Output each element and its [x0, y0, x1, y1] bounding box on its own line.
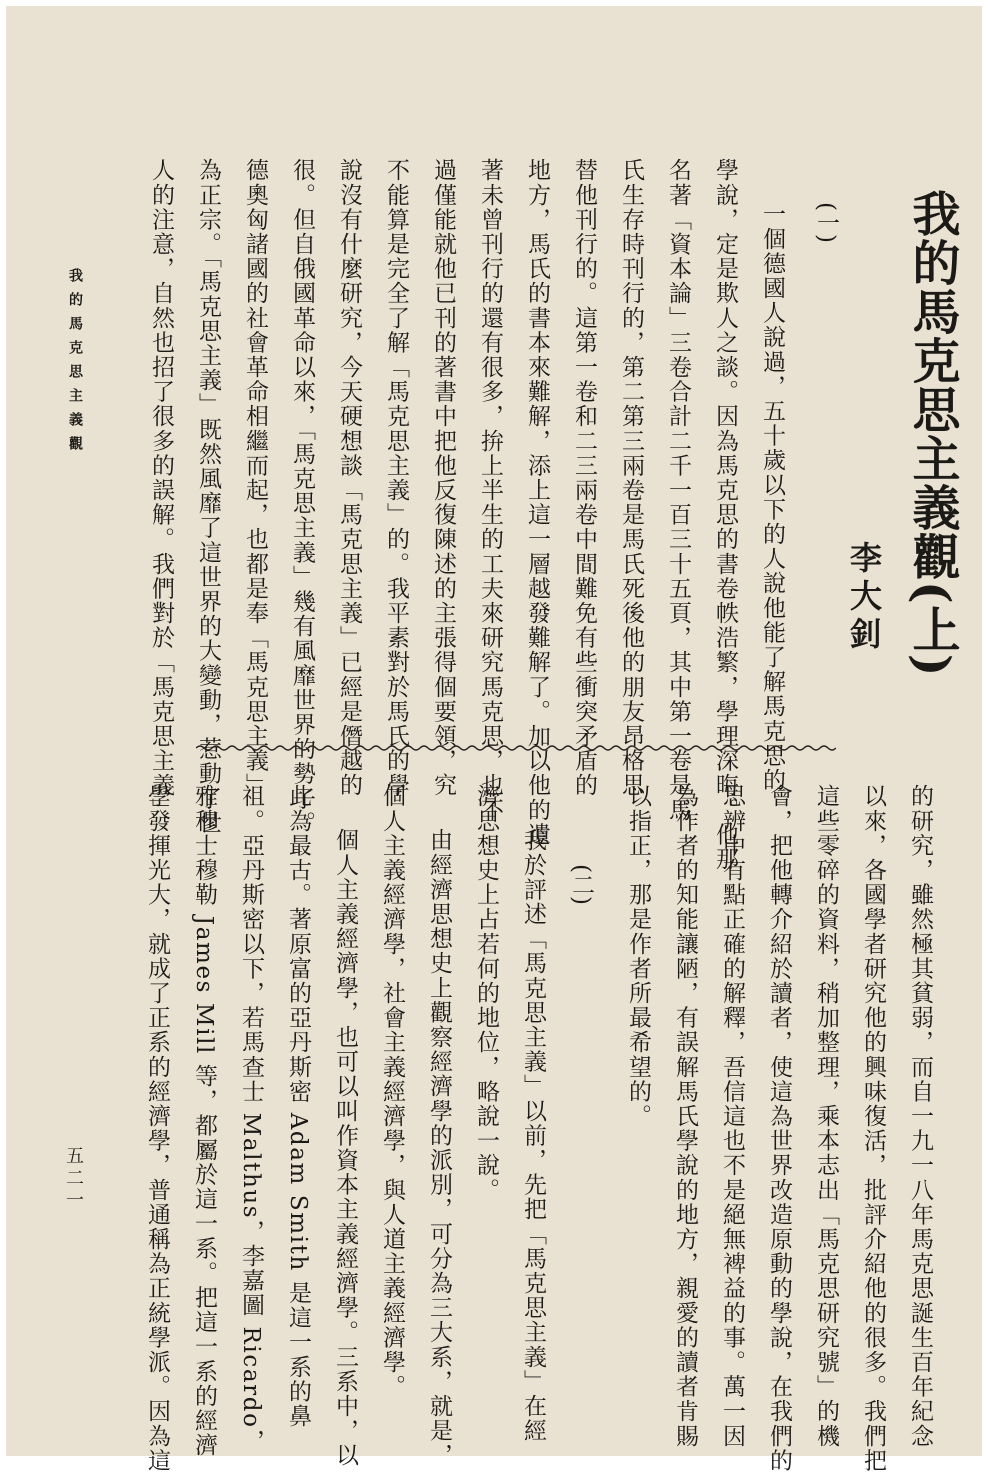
page-number: 五二一	[63, 1146, 84, 1212]
section-one-column: 不能算是完全了解「馬克思主義」的。我平素對於馬氏的學	[383, 158, 409, 798]
continuation-column: 以來，各國學者研究他的興味復活，批評介紹他的很多。我們把	[860, 784, 886, 1473]
section-two-column: 由經濟思想史上觀察經濟學的派別，可分為三大系，就是，	[426, 828, 452, 1468]
continuation-column: 以指正，那是作者所最希望的。	[625, 784, 651, 1129]
section-one-column: 德奧匈諸國的社會革命相繼而起，也都是奉「馬克思主義」	[242, 158, 268, 798]
section-two-column: 雅穆士穆勒 James Mill 等，都屬於這一系。把這一系的經濟	[191, 784, 217, 1458]
section-two-column: 個人主義經濟學，社會主義經濟學，與人道主義經濟學。	[379, 784, 405, 1399]
section-one-column: 人的注意，自然也招了很多的誤解。我們對於「馬克思主義」	[148, 158, 174, 823]
section-one-column: 很。但自俄國革命以來，「馬克思主義」幾有風靡世界的勢子。	[289, 158, 315, 836]
section-one-column: 說沒有什麼研究，今天硬想談「馬克思主義」已經是僭越的	[336, 158, 362, 798]
article-author: 李大釗	[845, 541, 883, 655]
section-one-column: 為正宗。「馬克思主義」既然風靡了這世界的大變動，惹動了世	[195, 158, 221, 836]
section-one-column: 過僅能就他已刊的著書中把他反復陳述的主張得個要領，究	[430, 158, 456, 798]
continuation-column: 這些零碎的資料，稍加整理，乘本志出「馬克思研究號」的機	[813, 784, 839, 1449]
section-one-heading: (一)	[813, 202, 839, 243]
section-two-column: 學發揮光大，就成了正系的經濟學，普通稱為正統學派。因為這	[144, 784, 170, 1473]
running-head: 我的馬克思主義觀	[67, 268, 83, 460]
section-one-column: 著未曾刊行的還有很多，拚上半生的工夫來研究馬克思，也不	[477, 158, 503, 823]
article-title: 我的馬克思主義觀(上)	[904, 189, 960, 678]
section-two-column: 祖。亞丹斯密以下，若馬查士 Malthus，李嘉圖 Ricardo，	[238, 784, 264, 1454]
continuation-column: 思辨中有點正確的解釋，吾信這也不是絕無裨益的事。萬一因	[719, 784, 745, 1449]
section-one-column: 一個德國人說過，五十歲以下的人說他能了解馬克思的	[759, 202, 785, 793]
section-one-column: 學說，定是欺人之談。因為馬克思的書卷帙浩繁，學理深晦。他那	[712, 158, 738, 872]
section-one-column: 氏生存時刊行的，第二第三兩卷是馬氏死後他的朋友昂格思	[618, 158, 644, 798]
continuation-column: 為作者的知能讓陋，有誤解馬氏學說的地方，親愛的讀者肯賜	[672, 784, 698, 1449]
section-one-column: 替他刊行的。這第一卷和二三兩卷中間難免有些衝突矛盾的	[571, 158, 597, 798]
section-two-column: 我於評述「馬克思主義」以前，先把「馬克思主義」在經	[520, 828, 546, 1443]
section-two-heading: (二)	[568, 864, 594, 905]
section-one-column: 地方，馬氏的書本來難解，添上這一層越發難解了。加以他的遺	[524, 158, 550, 847]
journal-page	[6, 6, 982, 1473]
section-divider	[196, 744, 836, 752]
continuation-column: 的研究，雖然極其貧弱，而自一九一八年馬克思誕生百年紀念	[907, 784, 933, 1449]
section-two-column: 濟思想史上占若何的地位，略說一說。	[473, 784, 499, 1203]
continuation-column: 會，把他轉介紹於讀者，使這為世界改造原動的學說，在我們的	[766, 784, 792, 1473]
section-two-column: 個人主義經濟學，也可以叫作資本主義經濟學。三系中，以	[332, 828, 358, 1468]
section-one-column: 名著「資本論」三卷合計二千一百三十五頁，其中第一卷是馬	[665, 158, 691, 823]
section-two-column: 此為最古。著原富的亞丹斯密 Adam Smith 是這一系的鼻	[285, 784, 311, 1429]
